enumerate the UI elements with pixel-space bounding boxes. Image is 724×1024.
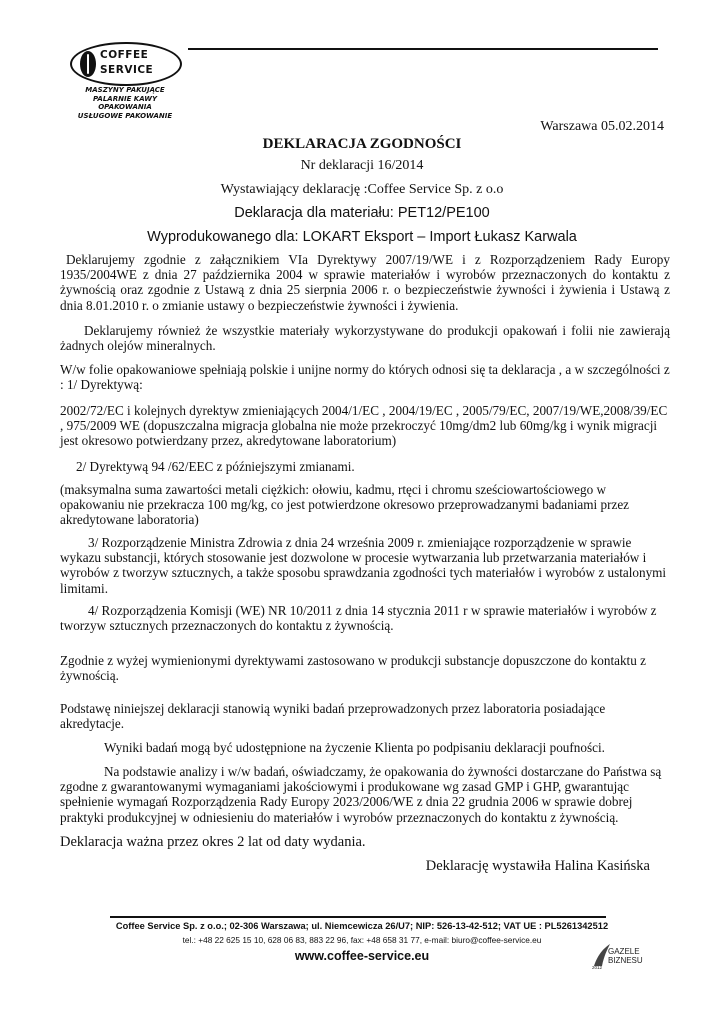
paragraph-basis: Podstawę niniejszej deklaracji stanowią wyniki badań przeprowadzonych przez laboratoria posiadające akredytacje. xyxy=(60,701,606,732)
paragraph-compliance: Zgodnie z wyżej wymienionymi dyrektywami zastosowano w produkcji substancje dopuszczone do kontaktu z żywnością. xyxy=(60,653,646,684)
signature-line: Deklarację wystawiła Halina Kasińska xyxy=(425,858,650,874)
footer-website: www.coffee-service.eu xyxy=(294,949,430,963)
paragraph-declaration: Deklarujemy zgodnie z załącznikiem VIa Dyrektywy 2007/19/WE i z Rozporządzeniem Rady Europy 1935/2004WE z dnia 27 października 2004 w sprawie materiałów i wyrobów przeznaczonych do kontaktu z żywnością oraz zgodnie z Ustawą z dnia 25 sierpnia 2006 r. o bezpieczeństwie żywności i żywienia i Ustawą z dnia 8.01.2010 r. o zmianie ustawy o bezpieczeństwie żywności i żywienia. xyxy=(60,252,670,313)
produced-for-line: Wyprodukowanego dla: LOKART Eksport – Import Łukasz Karwala xyxy=(147,229,577,245)
declaration-number: Nr deklaracji 16/2014 xyxy=(300,158,424,173)
footer-contact: tel.: +48 22 625 15 10, 628 06 83, 883 22 96, fax: +48 658 31 77, e-mail: biuro@coffee-service.eu xyxy=(182,935,542,945)
badge-line-1: GAZELE xyxy=(608,947,640,956)
logo-word-service: SERVICE xyxy=(100,64,154,76)
issuer-line: Wystawiający deklarację :Coffee Service Sp. z o.o xyxy=(220,182,504,197)
header-divider xyxy=(188,48,658,50)
paragraph-statement: Na podstawie analizy i w/w badań, oświadczamy, że opakowania do żywności dostarczane do Państwa są zgodne z gwarantowanymi wymaganiami jakościowymi i produkowane wg zasad GMP i GHP, gwarantując spełnienie wymagań Rozporządzenia Rady Europy 2023/2006/WE z dnia 22 grudnia 2006 w sprawie dobrej praktyki produkcyjnej w odniesieniu do materiałów i wyrobów przeznaczonych do kontaktu z żywnością. xyxy=(60,764,662,825)
logo-tagline xyxy=(60,86,190,120)
material-line: Deklaracja dla materiału: PET12/PE100 xyxy=(234,205,490,221)
tagline-line: OPAKOWANIA xyxy=(98,103,152,111)
badge-line-2: BIZNESU xyxy=(608,956,643,965)
badge-year: 2012 xyxy=(592,965,603,970)
company-logo xyxy=(70,42,182,86)
paragraph-mineral-oils: Deklarujemy również że wszystkie materiały wykorzystywane do produkcji opakowań i folii nie zawierają żadnych olejów mineralnych. xyxy=(60,323,670,354)
paragraph-regulation-4: 4/ Rozporządzenia Komisji (WE) NR 10/2011 z dnia 14 stycznia 2011 r w sprawie materiałów i wyrobów z tworzyw sztucznych przeznaczonych do kontaktu z żywnością. xyxy=(60,603,657,634)
footer-divider xyxy=(110,916,606,918)
paragraph-directive-1: 2002/72/EC i kolejnych dyrektyw zmieniających 2004/1/EC , 2004/19/EC , 2005/79/EC, 2007/19/WE,2008/39/EC , 975/2009 WE (dopuszczalna migracja globalna nie może przekroczyć 10mg/dm2 lub 60mg/kg i wynik migracji jest okresowo potwierdzany przez, akredytowane laboratorium) xyxy=(60,403,668,449)
paragraph-heavy-metals: (maksymalna suma zawartości metali ciężkich: ołowiu, kadmu, rtęci i chromu sześciowartościowego w opakowaniu nie przekracza 100 mg/kg, co jest potwierdzone okresowo przeprowadzanymi badaniami przez akredytowane laboratoria) xyxy=(60,482,630,528)
paragraph-directive-2: 2/ Dyrektywą 94 /62/EEC z późniejszymi zmianami. xyxy=(76,459,355,474)
gazele-biznesu-logo xyxy=(588,940,646,970)
paragraph-regulation-3: 3/ Rozporządzenie Ministra Zdrowia z dnia 24 września 2009 r. zmieniające rozporządzenie w sprawie wykazu substancji, których stosowanie jest dozwolone w procesie wytwarzania lub przetwarzania materiałów i wyrobów z tworzyw sztucznych, a także sposobu sprawdzania zgodności tych materiałów i wyrobów z ustalonymi limitami. xyxy=(60,535,667,596)
coffee-bean-icon xyxy=(80,51,96,77)
tagline-line: USŁUGOWE PAKOWANIE xyxy=(77,111,173,120)
document-title: DEKLARACJA ZGODNOŚCI xyxy=(262,136,462,152)
footer-address: Coffee Service Sp. z o.o.; 02-306 Warszawa; ul. Niemcewicza 26/U7; NIP: 526-13-42-512; VAT UE : PL5261342512 xyxy=(115,921,609,931)
validity-line: Deklaracja ważna przez okres 2 lat od daty wydania. xyxy=(60,834,366,850)
paragraph-results: Wyniki badań mogą być udostępnione na życzenie Klienta po podpisaniu deklaracji poufności. xyxy=(104,740,605,755)
logo-word-coffee: COFFEE xyxy=(100,49,149,61)
place-date: Warszawa 05.02.2014 xyxy=(540,119,664,134)
paragraph-norms: W/w folie opakowaniowe spełniają polskie i unijne normy do których odnosi się ta deklaracja , a w szczególności z : 1/ Dyrektywą: xyxy=(60,362,670,393)
tagline-line: PALARNIE KAWY xyxy=(92,94,158,103)
tagline-line: MASZYNY PAKUJĄCE xyxy=(85,86,165,94)
